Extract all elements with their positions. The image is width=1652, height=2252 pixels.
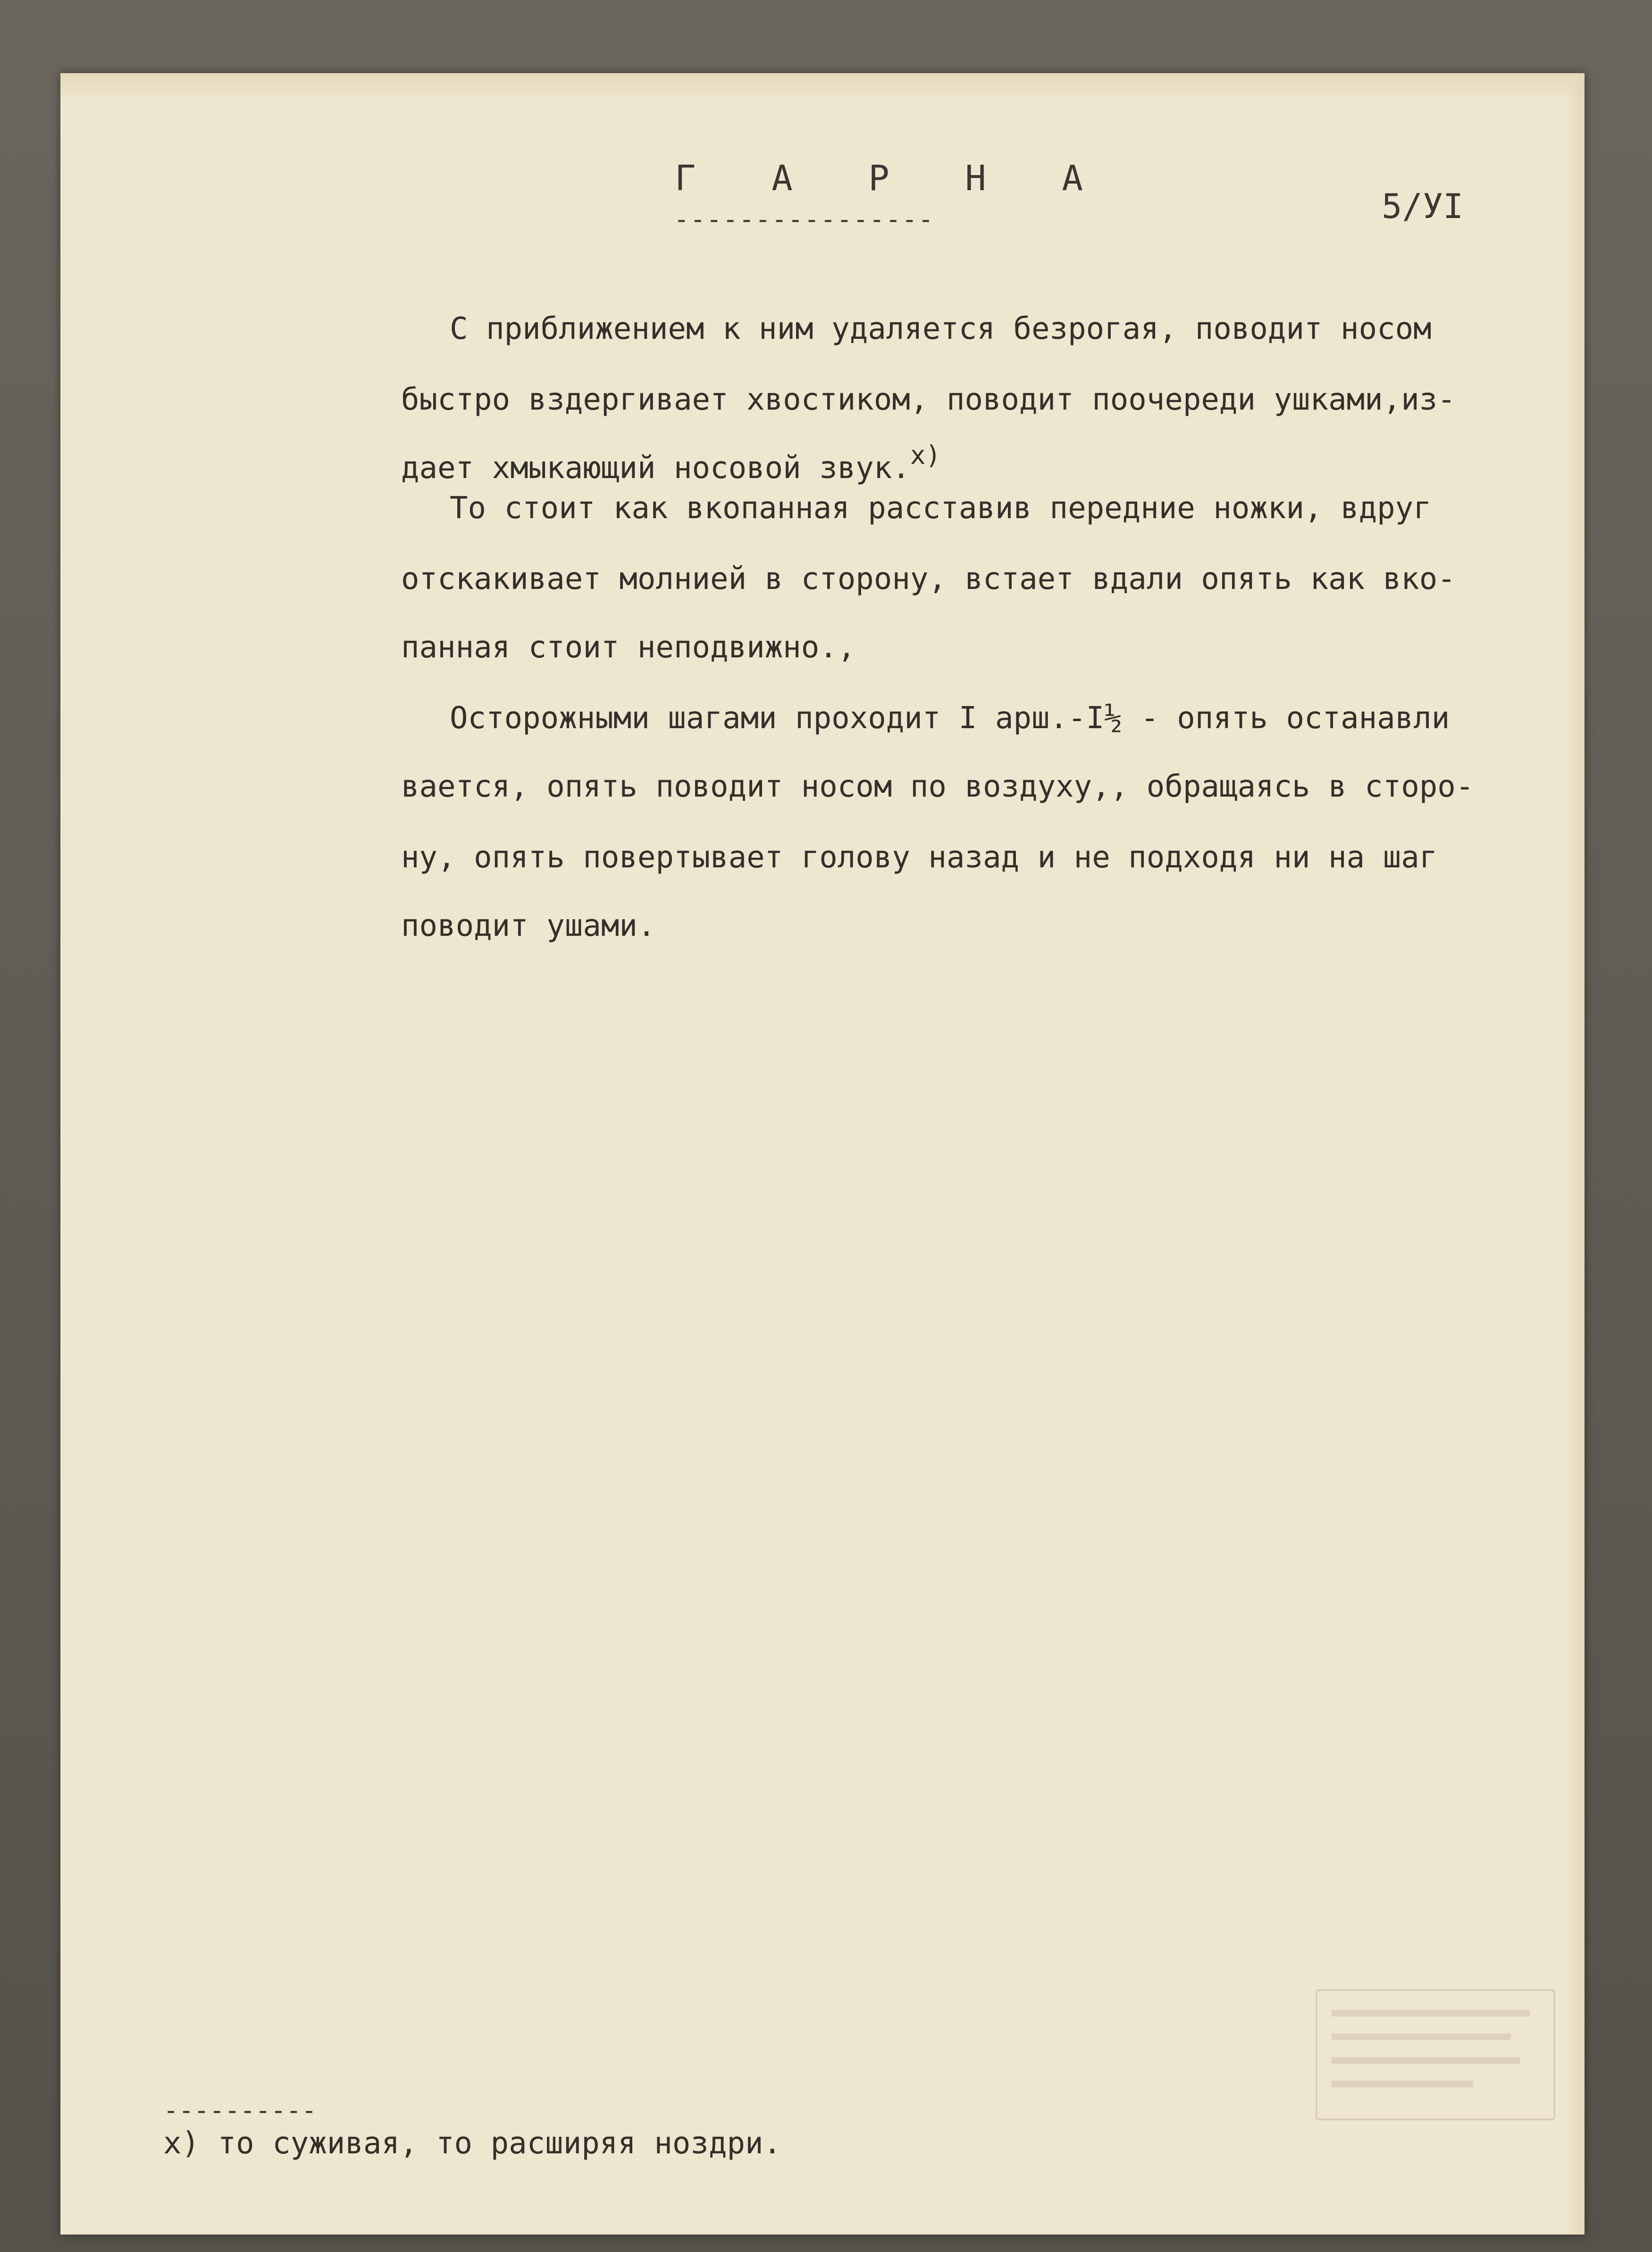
text-line: ну, опять повертывает голову назад и не подходя ни на шаг xyxy=(401,840,1438,875)
document-page xyxy=(60,73,1585,2235)
footnote-text: х) то суживая, то расширяя ноздри. xyxy=(163,2126,782,2161)
document-title: Г А Р Н А xyxy=(675,158,1110,199)
page-number: 5/УI xyxy=(1382,186,1464,226)
text-line: отскакивает молнией в сторону, встает вдали опять как вко- xyxy=(401,562,1456,597)
text-line: С приближением к ним удаляется безрогая, поводит носом xyxy=(450,311,1432,346)
text-line: быстро вздергивает хвостиком, поводит поочереди ушками,из- xyxy=(401,382,1456,417)
archive-stamp xyxy=(1316,1989,1555,2120)
footnote-separator: ---------- xyxy=(163,2095,317,2125)
text-line: вается, опять поводит носом по воздуху,, обращаясь в сторо- xyxy=(401,769,1474,804)
footnote-reference: x) xyxy=(910,440,941,470)
text-line xyxy=(401,440,941,486)
title-underline: ---------------- xyxy=(674,204,935,234)
text-line: панная стоит неподвижно., xyxy=(401,630,856,665)
text-line-content: дает хмыкающий носовой звук. xyxy=(401,451,910,486)
text-line: То стоит как вкопанная расставив передние ножки, вдруг xyxy=(450,491,1432,526)
text-line: поводит ушами. xyxy=(401,908,656,943)
text-line: Осторожными шагами проходит I арш.-I½ - опять останавли xyxy=(450,701,1450,736)
